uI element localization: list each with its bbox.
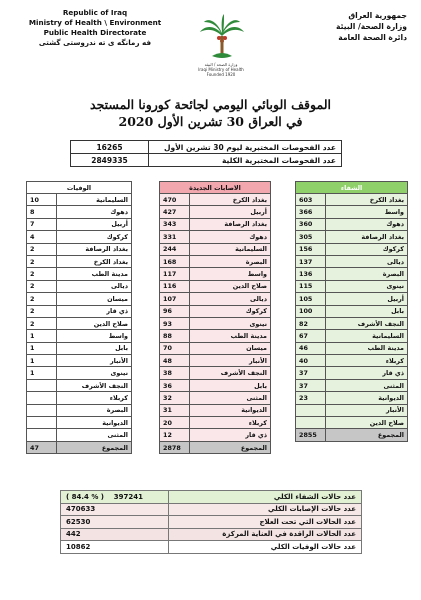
deaths-count: 8 (27, 206, 57, 218)
new-cases-province: بغداد الكرخ (190, 194, 271, 206)
deaths-province: نينوى (57, 367, 132, 379)
new-cases-row (160, 317, 271, 329)
recovery-province: النجف الأشرف (326, 317, 408, 329)
new-cases-count: 88 (160, 330, 190, 342)
recovery-province: ذي قار (326, 367, 408, 379)
recovery-province: المثنى (326, 379, 408, 391)
summary-icu-label: عدد الحالات الراقدة في العناية المركزة (169, 528, 362, 541)
new-cases-header: الاصابات الجديدة (160, 182, 271, 194)
new-cases-row (160, 206, 271, 218)
summary-active-label: عدد الحالات التي تحت العلاج (169, 516, 362, 529)
deaths-count: 1 (27, 330, 57, 342)
recovery-row (296, 330, 408, 342)
tests-total-value: 2849335 (71, 154, 149, 167)
recovery-table (295, 181, 408, 442)
recovery-province: دهوك (326, 218, 408, 230)
recovery-count: 105 (296, 293, 326, 305)
deaths-province: النجف الأشرف (57, 379, 132, 391)
recovery-count: 137 (296, 255, 326, 267)
deaths-count: 1 (27, 342, 57, 354)
new-cases-province: بابل (190, 379, 271, 391)
new-cases-province: السليمانية (190, 243, 271, 255)
summary-active-value: 62530 (61, 516, 169, 529)
deaths-table (26, 181, 132, 454)
new-cases-province: ذي قار (190, 429, 271, 441)
deaths-province: البصرة (57, 404, 132, 416)
summary-icu-value: 442 (61, 528, 169, 541)
new-cases-count: 107 (160, 293, 190, 305)
deaths-count: 7 (27, 218, 57, 230)
deaths-row (27, 404, 132, 416)
logo-caption-en: Iraqi Ministry of Health (198, 67, 244, 72)
new-cases-province: كركوك (190, 305, 271, 317)
page-title (0, 96, 421, 130)
deaths-rows (27, 194, 132, 454)
recovery-count: 37 (296, 379, 326, 391)
recovery-province: أربيل (326, 293, 408, 305)
summary-row-recovered (61, 491, 362, 504)
deaths-count (27, 429, 57, 441)
deaths-province: أربيل (57, 218, 132, 230)
recovery-count: 46 (296, 342, 326, 354)
recovery-count: 37 (296, 367, 326, 379)
title-line-1: الموقف الوبائي اليومي لجائحة كورونا المستجد (90, 97, 331, 112)
deaths-row (27, 280, 132, 292)
recovery-province: السليمانية (326, 330, 408, 342)
new-cases-count: 36 (160, 379, 190, 391)
deaths-province: كركوك (57, 231, 132, 243)
new-cases-count: 96 (160, 305, 190, 317)
deaths-row (27, 243, 132, 255)
recovery-count (296, 404, 326, 416)
new-cases-row (160, 255, 271, 267)
new-cases-row (160, 293, 271, 305)
new-cases-row (160, 342, 271, 354)
new-cases-province: ميسان (190, 342, 271, 354)
recovery-row (296, 255, 408, 267)
new-cases-province: كربلاء (190, 417, 271, 429)
deaths-count (27, 392, 57, 404)
new-cases-count: 31 (160, 404, 190, 416)
new-cases-province: مدينة الطب (190, 330, 271, 342)
header-country-ar: جمهورية العراق (348, 11, 407, 20)
new-cases-row (160, 355, 271, 367)
new-cases-row (160, 367, 271, 379)
new-cases-row (160, 231, 271, 243)
deaths-row (27, 342, 132, 354)
new-cases-count: 70 (160, 342, 190, 354)
new-cases-province: النجف الأشرف (190, 367, 271, 379)
tests-row-total (71, 154, 342, 167)
deaths-row (27, 194, 132, 206)
new-cases-count: 12 (160, 429, 190, 441)
new-cases-count: 168 (160, 255, 190, 267)
deaths-header: الوفيات (27, 182, 132, 194)
recovery-count: 136 (296, 268, 326, 280)
deaths-total-label: المجموع (57, 441, 132, 453)
recovery-row (296, 417, 408, 429)
recovery-count: 156 (296, 243, 326, 255)
recovery-count: 67 (296, 330, 326, 342)
tests-daily-value: 16265 (71, 141, 149, 154)
deaths-count: 2 (27, 317, 57, 329)
recovery-province: مدينة الطب (326, 342, 408, 354)
deaths-total-value: 47 (27, 441, 57, 453)
deaths-count (27, 404, 57, 416)
new-cases-row (160, 243, 271, 255)
recovery-province: الديوانية (326, 392, 408, 404)
new-cases-province: الأنبار (190, 355, 271, 367)
deaths-province: ميسان (57, 293, 132, 305)
summary-recovered-value (61, 491, 169, 504)
summary-table (60, 490, 362, 554)
summary-row-icu (61, 528, 362, 541)
deaths-row (27, 417, 132, 429)
header-arabic-block (297, 10, 407, 43)
header-english-block (20, 8, 170, 48)
recovery-row (296, 305, 408, 317)
new-cases-count: 38 (160, 367, 190, 379)
recovery-count: 23 (296, 392, 326, 404)
new-cases-count: 427 (160, 206, 190, 218)
summary-deaths-label: عدد حالات الوفيات الكلي (169, 541, 362, 554)
new-cases-count: 117 (160, 268, 190, 280)
recovery-count: 603 (296, 194, 326, 206)
recovery-row (296, 367, 408, 379)
recovery-row (296, 404, 408, 416)
deaths-province: ديالى (57, 280, 132, 292)
recovery-row (296, 355, 408, 367)
deaths-province: كربلاء (57, 392, 132, 404)
recovery-province: بابل (326, 305, 408, 317)
logo-caption-ar: وزارة الصحة / البيئة (204, 62, 238, 67)
deaths-province: السليمانية (57, 194, 132, 206)
deaths-row (27, 305, 132, 317)
recovery-row (296, 243, 408, 255)
new-cases-count: 244 (160, 243, 190, 255)
recovery-province: الأنبار (326, 404, 408, 416)
deaths-row (27, 367, 132, 379)
deaths-province: مدينة الطب (57, 268, 132, 280)
deaths-count: 1 (27, 355, 57, 367)
recovery-row (296, 379, 408, 391)
new-cases-count: 32 (160, 392, 190, 404)
recovery-row (296, 280, 408, 292)
new-cases-count: 343 (160, 218, 190, 230)
deaths-row (27, 355, 132, 367)
recovery-count: 360 (296, 218, 326, 230)
deaths-row (27, 293, 132, 305)
tests-total-label: عدد الفحوصات المختبرية الكلية (149, 154, 342, 167)
deaths-province: صلاح الدين (57, 317, 132, 329)
new-cases-total-value: 2878 (160, 441, 190, 453)
recovery-row (296, 268, 408, 280)
recovery-row (296, 231, 408, 243)
logo-caption-founded: Founded 1920 (206, 72, 236, 77)
deaths-province: دهوك (57, 206, 132, 218)
summary-row-deaths (61, 541, 362, 554)
deaths-row (27, 206, 132, 218)
deaths-count: 2 (27, 293, 57, 305)
new-cases-province: دهوك (190, 231, 271, 243)
recovery-province: صلاح الدين (326, 417, 408, 429)
recovery-count: 100 (296, 305, 326, 317)
new-cases-row (160, 330, 271, 342)
new-cases-count: 116 (160, 280, 190, 292)
recovery-province: بغداد الرصافة (326, 231, 408, 243)
new-cases-row (160, 280, 271, 292)
summary-recovered-label: عدد حالات الشفاء الكلي (169, 491, 362, 504)
header-ministry-ar: وزارة الصحة/ البيئة (336, 22, 407, 31)
header-directorate-ar: دائرة الصحة العامة (338, 33, 407, 42)
new-cases-rows (160, 194, 271, 454)
new-cases-row (160, 429, 271, 441)
new-cases-row (160, 379, 271, 391)
recovery-total-row (296, 429, 408, 441)
deaths-row (27, 392, 132, 404)
deaths-count (27, 379, 57, 391)
recovery-province: بغداد الكرخ (326, 194, 408, 206)
new-cases-province: الديوانية (190, 404, 271, 416)
deaths-count: 2 (27, 268, 57, 280)
deaths-row (27, 218, 132, 230)
new-cases-row (160, 404, 271, 416)
new-cases-province: ديالى (190, 293, 271, 305)
new-cases-province: واسط (190, 268, 271, 280)
recovery-count: 82 (296, 317, 326, 329)
new-cases-count: 331 (160, 231, 190, 243)
deaths-province: المثنى (57, 429, 132, 441)
recovery-header: الشفاء (296, 182, 408, 194)
new-cases-row (160, 305, 271, 317)
deaths-row (27, 255, 132, 267)
recovery-row (296, 218, 408, 230)
new-cases-province: بغداد الرصافة (190, 218, 271, 230)
summary-row-cases (61, 503, 362, 516)
deaths-province: واسط (57, 330, 132, 342)
deaths-row (27, 231, 132, 243)
recovery-total-value: 2855 (296, 429, 326, 441)
deaths-count: 1 (27, 367, 57, 379)
summary-cases-value: 470633 (61, 503, 169, 516)
new-cases-count: 93 (160, 317, 190, 329)
header-ministry-en: Ministry of Health \ Environment (28, 18, 162, 27)
recovery-row (296, 206, 408, 218)
new-cases-row (160, 268, 271, 280)
summary-recovered-percent: ( 84.4 % ) (66, 492, 104, 501)
deaths-province: ذي قار (57, 305, 132, 317)
logo-caption (188, 62, 254, 77)
new-cases-province: نينوى (190, 317, 271, 329)
lab-tests-table (70, 140, 342, 167)
recovery-count: 305 (296, 231, 326, 243)
new-cases-total-label: المجموع (190, 441, 271, 453)
deaths-row (27, 330, 132, 342)
recovery-row (296, 342, 408, 354)
deaths-province: بابل (57, 342, 132, 354)
recovery-province: البصرة (326, 268, 408, 280)
deaths-total-row (27, 441, 132, 453)
deaths-count: 2 (27, 305, 57, 317)
deaths-count: 2 (27, 243, 57, 255)
deaths-row (27, 268, 132, 280)
header-directorate-en: Public Health Directorate (43, 28, 147, 37)
summary-cases-label: عدد حالات الإصابات الكلي (169, 503, 362, 516)
new-cases-province: البصرة (190, 255, 271, 267)
recovery-rows (296, 194, 408, 442)
deaths-province: الديوانية (57, 417, 132, 429)
new-cases-province: المثنى (190, 392, 271, 404)
new-cases-count: 470 (160, 194, 190, 206)
new-cases-province: أربيل (190, 206, 271, 218)
deaths-row (27, 379, 132, 391)
new-cases-row (160, 417, 271, 429)
summary-deaths-value: 10862 (61, 541, 169, 554)
recovery-row (296, 194, 408, 206)
tests-row-daily (71, 141, 342, 154)
deaths-count: 2 (27, 280, 57, 292)
deaths-row (27, 429, 132, 441)
deaths-row (27, 317, 132, 329)
new-cases-total-row (160, 441, 271, 453)
new-cases-row (160, 218, 271, 230)
deaths-province: بغداد الكرخ (57, 255, 132, 267)
new-cases-table (159, 181, 271, 454)
recovery-total-label: المجموع (326, 429, 408, 441)
recovery-province: كركوك (326, 243, 408, 255)
summary-recovered-number: 397241 (113, 492, 143, 501)
header-country-en: Republic of Iraq (62, 8, 128, 17)
header-kurdish-line: فه رمانگه ى ته ندروستى گشتى (38, 38, 152, 47)
recovery-province: ديالى (326, 255, 408, 267)
new-cases-row (160, 194, 271, 206)
recovery-count: 40 (296, 355, 326, 367)
deaths-count (27, 417, 57, 429)
recovery-row (296, 317, 408, 329)
new-cases-row (160, 392, 271, 404)
new-cases-count: 48 (160, 355, 190, 367)
deaths-count: 4 (27, 231, 57, 243)
new-cases-province: صلاح الدين (190, 280, 271, 292)
new-cases-count: 20 (160, 417, 190, 429)
recovery-province: كربلاء (326, 355, 408, 367)
deaths-province: الأنبار (57, 355, 132, 367)
recovery-count: 366 (296, 206, 326, 218)
recovery-row (296, 392, 408, 404)
recovery-row (296, 293, 408, 305)
summary-row-active (61, 516, 362, 529)
deaths-count: 2 (27, 255, 57, 267)
deaths-province: بغداد الرصافة (57, 243, 132, 255)
recovery-province: نينوى (326, 280, 408, 292)
recovery-count (296, 417, 326, 429)
deaths-count: 10 (27, 194, 57, 206)
recovery-province: واسط (326, 206, 408, 218)
tests-daily-label: عدد الفحوصات المختبرية ليوم 30 تشرين الأول (149, 141, 342, 154)
recovery-count: 115 (296, 280, 326, 292)
title-line-2: في العراق 30 تشرين الأول 2020 (118, 114, 303, 129)
